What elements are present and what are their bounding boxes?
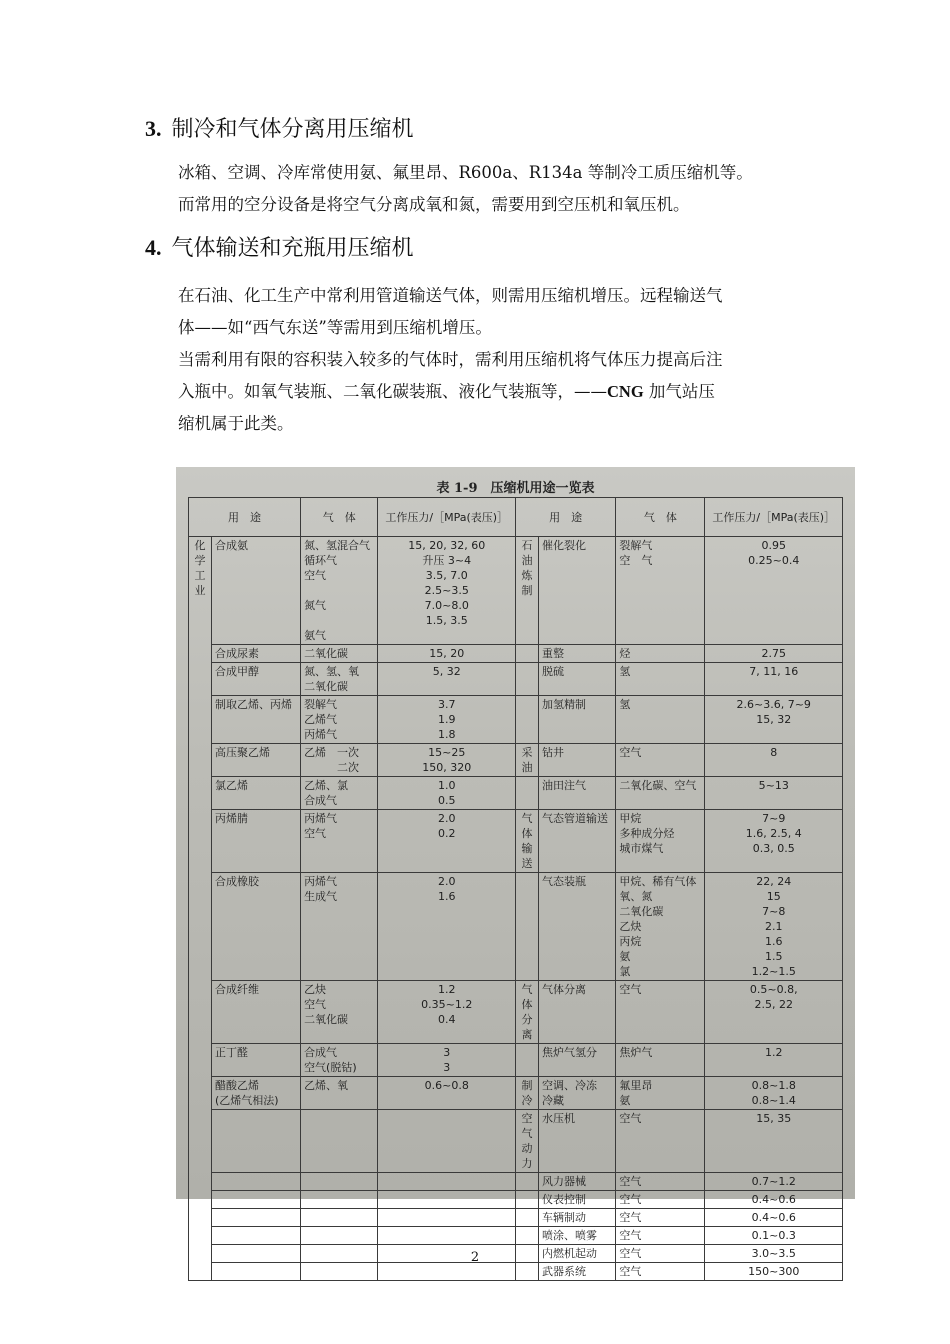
right-pressure-cell: 15, 35 bbox=[705, 1110, 843, 1173]
table-row bbox=[189, 1077, 843, 1110]
table-row bbox=[189, 537, 843, 645]
table-row bbox=[189, 1173, 843, 1191]
header-pressure-right: 工作压力/［MPa(表压)］ bbox=[705, 498, 843, 537]
right-gas-cell: 甲烷 多种成分烃 城市煤气 bbox=[616, 810, 705, 873]
left-pressure-cell bbox=[378, 1191, 516, 1209]
table-row bbox=[189, 981, 843, 1044]
left-use-cell: 氯乙烯 bbox=[212, 777, 301, 810]
section-4-title: 气体输送和充瓶用压缩机 bbox=[171, 236, 414, 261]
right-pressure-cell: 0.8~1.8 0.8~1.4 bbox=[705, 1077, 843, 1110]
table-row bbox=[189, 1209, 843, 1227]
left-use-cell: 醋酸乙烯 (乙烯气相法) bbox=[212, 1077, 301, 1110]
section-4-line-5: 缩机属于此类。 bbox=[178, 414, 294, 433]
right-use-cell: 钻井 bbox=[538, 744, 615, 777]
section-3-title: 制冷和气体分离用压缩机 bbox=[171, 117, 414, 142]
left-use-cell: 正丁醛 bbox=[212, 1044, 301, 1077]
right-group-cell bbox=[515, 777, 538, 810]
right-group-cell bbox=[515, 663, 538, 696]
table-row bbox=[189, 873, 843, 981]
right-use-cell: 加氢精制 bbox=[538, 696, 615, 744]
right-pressure-cell: 7~9 1.6, 2.5, 4 0.3, 0.5 bbox=[705, 810, 843, 873]
right-gas-cell: 氢 bbox=[616, 663, 705, 696]
table-row bbox=[189, 696, 843, 744]
line-4-post: 加气站压 bbox=[643, 382, 715, 401]
left-pressure-cell: 3 3 bbox=[378, 1044, 516, 1077]
table-title: 表 1-9 压缩机用途一览表 bbox=[436, 481, 595, 496]
right-use-cell: 重整 bbox=[538, 645, 615, 663]
table-row bbox=[189, 1191, 843, 1209]
right-group-cell bbox=[515, 645, 538, 663]
left-gas-cell: 氮、氢、氧 二氧化碳 bbox=[301, 663, 378, 696]
left-use-cell bbox=[212, 1110, 301, 1173]
right-pressure-cell: 0.5~0.8, 2.5, 22 bbox=[705, 981, 843, 1044]
page-number: 2 bbox=[470, 1250, 480, 1265]
right-gas-cell: 裂解气 空 气 bbox=[616, 537, 705, 645]
right-pressure-cell: 0.4~0.6 bbox=[705, 1209, 843, 1227]
header-gas-right: 气 体 bbox=[616, 498, 705, 537]
table-photo bbox=[176, 467, 855, 1278]
right-pressure-cell: 1.2 bbox=[705, 1044, 843, 1077]
section-3-heading bbox=[145, 112, 414, 143]
right-group-cell bbox=[515, 1044, 538, 1077]
left-pressure-cell: 15~25 150, 320 bbox=[378, 744, 516, 777]
left-gas-cell: 乙烯 一次 二次 bbox=[301, 744, 378, 777]
left-use-cell: 合成橡胶 bbox=[212, 873, 301, 981]
left-pressure-cell bbox=[378, 1227, 516, 1245]
right-gas-cell: 空气 bbox=[616, 981, 705, 1044]
left-gas-cell: 裂解气 乙烯气 丙烯气 bbox=[301, 696, 378, 744]
table-row bbox=[189, 777, 843, 810]
right-gas-cell: 空气 bbox=[616, 1191, 705, 1209]
left-pressure-cell bbox=[378, 1263, 516, 1281]
left-use-cell: 丙烯腈 bbox=[212, 810, 301, 873]
right-group-cell: 空 气 动 力 bbox=[515, 1110, 538, 1173]
section-4-line-4 bbox=[178, 376, 818, 408]
left-gas-cell: 氮、氢混合气 循环气 空气 氮气 氨气 bbox=[301, 537, 378, 645]
left-gas-cell bbox=[301, 1209, 378, 1227]
header-use-left: 用 途 bbox=[189, 498, 301, 537]
header-pressure-left: 工作压力/［MPa(表压)］ bbox=[378, 498, 516, 537]
left-use-cell: 高压聚乙烯 bbox=[212, 744, 301, 777]
section-3-number: 3. bbox=[145, 116, 162, 141]
section-3-line-1: 冰箱、空调、冷库常使用氨、氟里昂、R600a、R134a 等制冷工质压缩机等。 bbox=[178, 163, 753, 182]
table-row bbox=[189, 1044, 843, 1077]
left-gas-cell: 丙烯气 空气 bbox=[301, 810, 378, 873]
right-group-cell bbox=[515, 696, 538, 744]
right-use-cell: 水压机 bbox=[538, 1110, 615, 1173]
table-header-row bbox=[189, 498, 843, 537]
right-use-cell: 内燃机起动 bbox=[538, 1245, 615, 1263]
right-group-cell bbox=[515, 1191, 538, 1209]
left-gas-cell bbox=[301, 1227, 378, 1245]
left-pressure-cell: 2.0 0.2 bbox=[378, 810, 516, 873]
section-4-line-1: 在石油、化工生产中常利用管道输送气体，则需用压缩机增压。远程输送气 bbox=[178, 286, 723, 305]
right-use-cell: 风力器械 bbox=[538, 1173, 615, 1191]
right-use-cell: 气体分离 bbox=[538, 981, 615, 1044]
left-use-cell bbox=[212, 1209, 301, 1227]
right-use-cell: 仪表控制 bbox=[538, 1191, 615, 1209]
right-group-cell: 采 油 bbox=[515, 744, 538, 777]
header-gas-left: 气 体 bbox=[301, 498, 378, 537]
left-gas-cell bbox=[301, 1191, 378, 1209]
right-use-cell: 车辆制动 bbox=[538, 1209, 615, 1227]
left-gas-cell: 丙烯气 生成气 bbox=[301, 873, 378, 981]
table-row bbox=[189, 663, 843, 696]
right-pressure-cell: 0.4~0.6 bbox=[705, 1191, 843, 1209]
right-use-cell: 催化裂化 bbox=[538, 537, 615, 645]
left-gas-cell: 乙烯、氯 合成气 bbox=[301, 777, 378, 810]
cng-bold: CNG bbox=[607, 382, 644, 401]
right-group-cell bbox=[515, 1263, 538, 1281]
right-group-cell bbox=[515, 1209, 538, 1227]
section-4-heading bbox=[145, 231, 414, 262]
right-group-cell bbox=[515, 873, 538, 981]
left-pressure-cell: 15, 20 bbox=[378, 645, 516, 663]
section-3-body bbox=[178, 157, 818, 221]
left-pressure-cell: 1.0 0.5 bbox=[378, 777, 516, 810]
right-pressure-cell: 7, 11, 16 bbox=[705, 663, 843, 696]
section-4-body bbox=[178, 280, 818, 440]
left-pressure-cell bbox=[378, 1173, 516, 1191]
table-row bbox=[189, 645, 843, 663]
table-row bbox=[189, 744, 843, 777]
right-group-cell: 气 体 分 离 bbox=[515, 981, 538, 1044]
left-pressure-cell bbox=[378, 1110, 516, 1173]
right-use-cell: 武器系统 bbox=[538, 1263, 615, 1281]
right-gas-cell: 空气 bbox=[616, 1173, 705, 1191]
compressor-usage-table bbox=[188, 497, 843, 1281]
right-pressure-cell: 2.6~3.6, 7~9 15, 32 bbox=[705, 696, 843, 744]
right-pressure-cell: 5~13 bbox=[705, 777, 843, 810]
table-row bbox=[189, 810, 843, 873]
right-use-cell: 空调、冷冻 冷藏 bbox=[538, 1077, 615, 1110]
right-use-cell: 焦炉气氢分 bbox=[538, 1044, 615, 1077]
table-row bbox=[189, 1263, 843, 1281]
section-3-line-2: 而常用的空分设备是将空气分离成氧和氮，需要用到空压机和氧压机。 bbox=[178, 195, 690, 214]
right-group-cell: 石 油 炼 制 bbox=[515, 537, 538, 645]
left-pressure-cell: 3.7 1.9 1.8 bbox=[378, 696, 516, 744]
right-pressure-cell: 2.75 bbox=[705, 645, 843, 663]
left-use-cell: 合成甲醇 bbox=[212, 663, 301, 696]
right-gas-cell: 空气 bbox=[616, 1227, 705, 1245]
left-gas-cell: 合成气 空气(脱钴) bbox=[301, 1044, 378, 1077]
right-gas-cell: 烃 bbox=[616, 645, 705, 663]
left-gas-cell bbox=[301, 1110, 378, 1173]
right-gas-cell: 空气 bbox=[616, 1245, 705, 1263]
right-pressure-cell: 0.7~1.2 bbox=[705, 1173, 843, 1191]
left-use-cell: 合成纤维 bbox=[212, 981, 301, 1044]
header-use-right: 用 途 bbox=[515, 498, 615, 537]
right-use-cell: 气态管道输送 bbox=[538, 810, 615, 873]
left-use-cell bbox=[212, 1173, 301, 1191]
left-gas-cell bbox=[301, 1173, 378, 1191]
left-group-cell: 化 学 工 业 bbox=[189, 537, 212, 1281]
right-group-cell bbox=[515, 1227, 538, 1245]
table-body bbox=[189, 537, 843, 1281]
table-row bbox=[189, 1110, 843, 1173]
left-gas-cell: 二氧化碳 bbox=[301, 645, 378, 663]
right-pressure-cell: 150~300 bbox=[705, 1263, 843, 1281]
section-4-line-2: 体——如“西气东送”等需用到压缩机增压。 bbox=[178, 318, 492, 337]
right-gas-cell: 焦炉气 bbox=[616, 1044, 705, 1077]
left-use-cell bbox=[212, 1227, 301, 1245]
right-gas-cell: 空气 bbox=[616, 1263, 705, 1281]
left-pressure-cell: 0.6~0.8 bbox=[378, 1077, 516, 1110]
left-pressure-cell: 15, 20, 32, 60 升压 3~4 3.5, 7.0 2.5~3.5 7.0~8.0 1.5, 3.5 bbox=[378, 537, 516, 645]
left-use-cell: 合成氨 bbox=[212, 537, 301, 645]
right-use-cell: 喷涂、喷雾 bbox=[538, 1227, 615, 1245]
right-group-cell bbox=[515, 1173, 538, 1191]
left-use-cell: 合成尿素 bbox=[212, 645, 301, 663]
left-gas-cell: 乙炔 空气 二氧化碳 bbox=[301, 981, 378, 1044]
right-group-cell: 制 冷 bbox=[515, 1077, 538, 1110]
left-gas-cell: 乙烯、氧 bbox=[301, 1077, 378, 1110]
left-use-cell: 制取乙烯、丙烯 bbox=[212, 696, 301, 744]
right-pressure-cell: 0.95 0.25~0.4 bbox=[705, 537, 843, 645]
right-use-cell: 油田注气 bbox=[538, 777, 615, 810]
line-4-pre: 入瓶中。如氧气装瓶、二氧化碳装瓶、液化气装瓶等，—— bbox=[178, 382, 607, 401]
right-gas-cell: 空气 bbox=[616, 1110, 705, 1173]
right-pressure-cell: 8 bbox=[705, 744, 843, 777]
left-use-cell bbox=[212, 1263, 301, 1281]
right-gas-cell: 甲烷、稀有气体 氧、氮 二氧化碳 乙炔 丙烷 氨 氯 bbox=[616, 873, 705, 981]
right-use-cell: 脱硫 bbox=[538, 663, 615, 696]
right-gas-cell: 氟里昂 氨 bbox=[616, 1077, 705, 1110]
left-pressure-cell bbox=[378, 1209, 516, 1227]
right-pressure-cell: 22, 24 15 7~8 2.1 1.6 1.5 1.2~1.5 bbox=[705, 873, 843, 981]
right-pressure-cell: 0.1~0.3 bbox=[705, 1227, 843, 1245]
right-gas-cell: 氢 bbox=[616, 696, 705, 744]
right-group-cell: 气 体 输 送 bbox=[515, 810, 538, 873]
right-use-cell: 气态装瓶 bbox=[538, 873, 615, 981]
section-4-line-3: 当需利用有限的容积装入较多的气体时，需利用压缩机将气体压力提高后注 bbox=[178, 350, 723, 369]
right-gas-cell: 二氧化碳、空气 bbox=[616, 777, 705, 810]
right-gas-cell: 空气 bbox=[616, 744, 705, 777]
left-pressure-cell: 2.0 1.6 bbox=[378, 873, 516, 981]
left-use-cell bbox=[212, 1191, 301, 1209]
left-gas-cell bbox=[301, 1263, 378, 1281]
section-4-number: 4. bbox=[145, 235, 162, 260]
right-pressure-cell: 3.0~3.5 bbox=[705, 1245, 843, 1263]
right-gas-cell: 空气 bbox=[616, 1209, 705, 1227]
left-pressure-cell: 5, 32 bbox=[378, 663, 516, 696]
left-pressure-cell: 1.2 0.35~1.2 0.4 bbox=[378, 981, 516, 1044]
table-row bbox=[189, 1227, 843, 1245]
